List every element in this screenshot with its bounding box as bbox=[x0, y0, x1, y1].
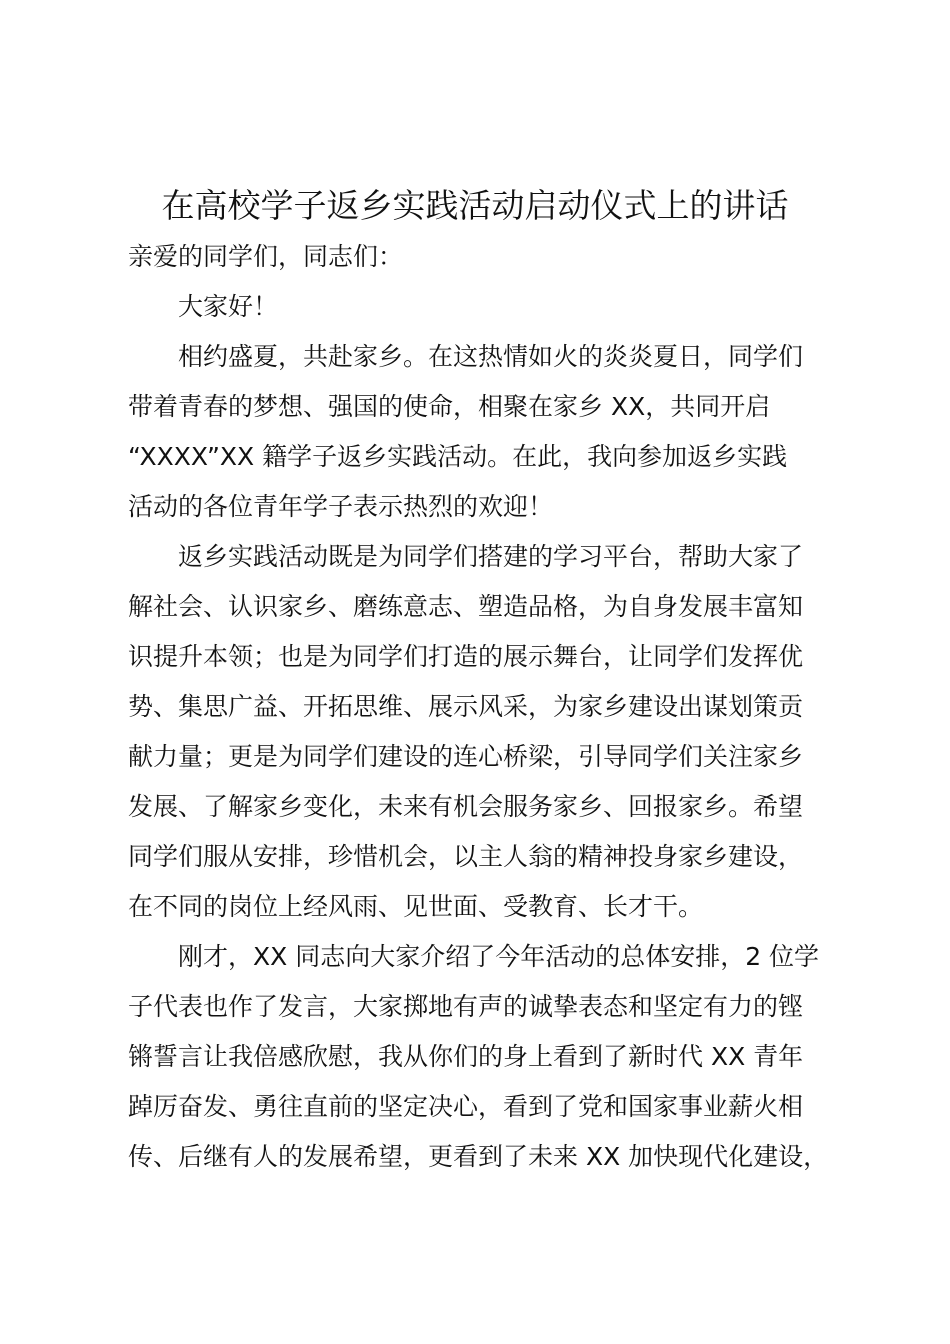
paragraph-line: 解社会、认识家乡、磨练意志、塑造品格，为自身发展丰富知 bbox=[128, 592, 804, 621]
paragraph-line: 大家好！ bbox=[178, 292, 279, 321]
paragraph-line: 传、后继有人的发展希望，更看到了未来 XX 加快现代化建设， bbox=[128, 1142, 829, 1171]
paragraph-line: 子代表也作了发言，大家掷地有声的诚挚表态和坚定有力的铿 bbox=[128, 992, 804, 1021]
paragraph-line: 活动的各位青年学子表示热烈的欢迎！ bbox=[128, 492, 554, 521]
paragraph-line: 刚才，XX 同志向大家介绍了今年活动的总体安排，2 位学 bbox=[178, 942, 820, 971]
paragraph-line: 锵誓言让我倍感欣慰，我从你们的身上看到了新时代 XX 青年 bbox=[128, 1042, 804, 1071]
salutation: 亲爱的同学们，同志们： bbox=[128, 242, 404, 271]
paragraph-line: 献力量；更是为同学们建设的连心桥梁，引导同学们关注家乡 bbox=[128, 742, 804, 771]
paragraph-line: 踔厉奋发、勇往直前的坚定决心，看到了党和国家事业薪火相 bbox=[128, 1092, 804, 1121]
document-body bbox=[128, 232, 840, 1182]
paragraph-line: 势、集思广益、开拓思维、展示风采，为家乡建设出谋划策贡 bbox=[128, 692, 804, 721]
paragraph-line: 同学们服从安排，珍惜机会，以主人翁的精神投身家乡建设， bbox=[128, 842, 804, 871]
paragraph-line: 发展、了解家乡变化，未来有机会服务家乡、回报家乡。希望 bbox=[128, 792, 804, 821]
document-title: 在高校学子返乡实践活动启动仪式上的讲话 bbox=[161, 186, 789, 225]
paragraph-line: 带着青春的梦想、强国的使命，相聚在家乡 XX，共同开启 bbox=[128, 392, 771, 421]
paragraph-line: “XXXX”XX 籍学子返乡实践活动。在此，我向参加返乡实践 bbox=[128, 442, 788, 471]
paragraph-line: 在不同的岗位上经风雨、见世面、受教育、长才干。 bbox=[128, 892, 704, 921]
paragraph-line: 相约盛夏，共赴家乡。在这热情如火的炎炎夏日，同学们 bbox=[178, 342, 804, 371]
paragraph-line: 识提升本领；也是为同学们打造的展示舞台，让同学们发挥优 bbox=[128, 642, 804, 671]
paragraph-line: 返乡实践活动既是为同学们搭建的学习平台，帮助大家了 bbox=[178, 542, 804, 571]
